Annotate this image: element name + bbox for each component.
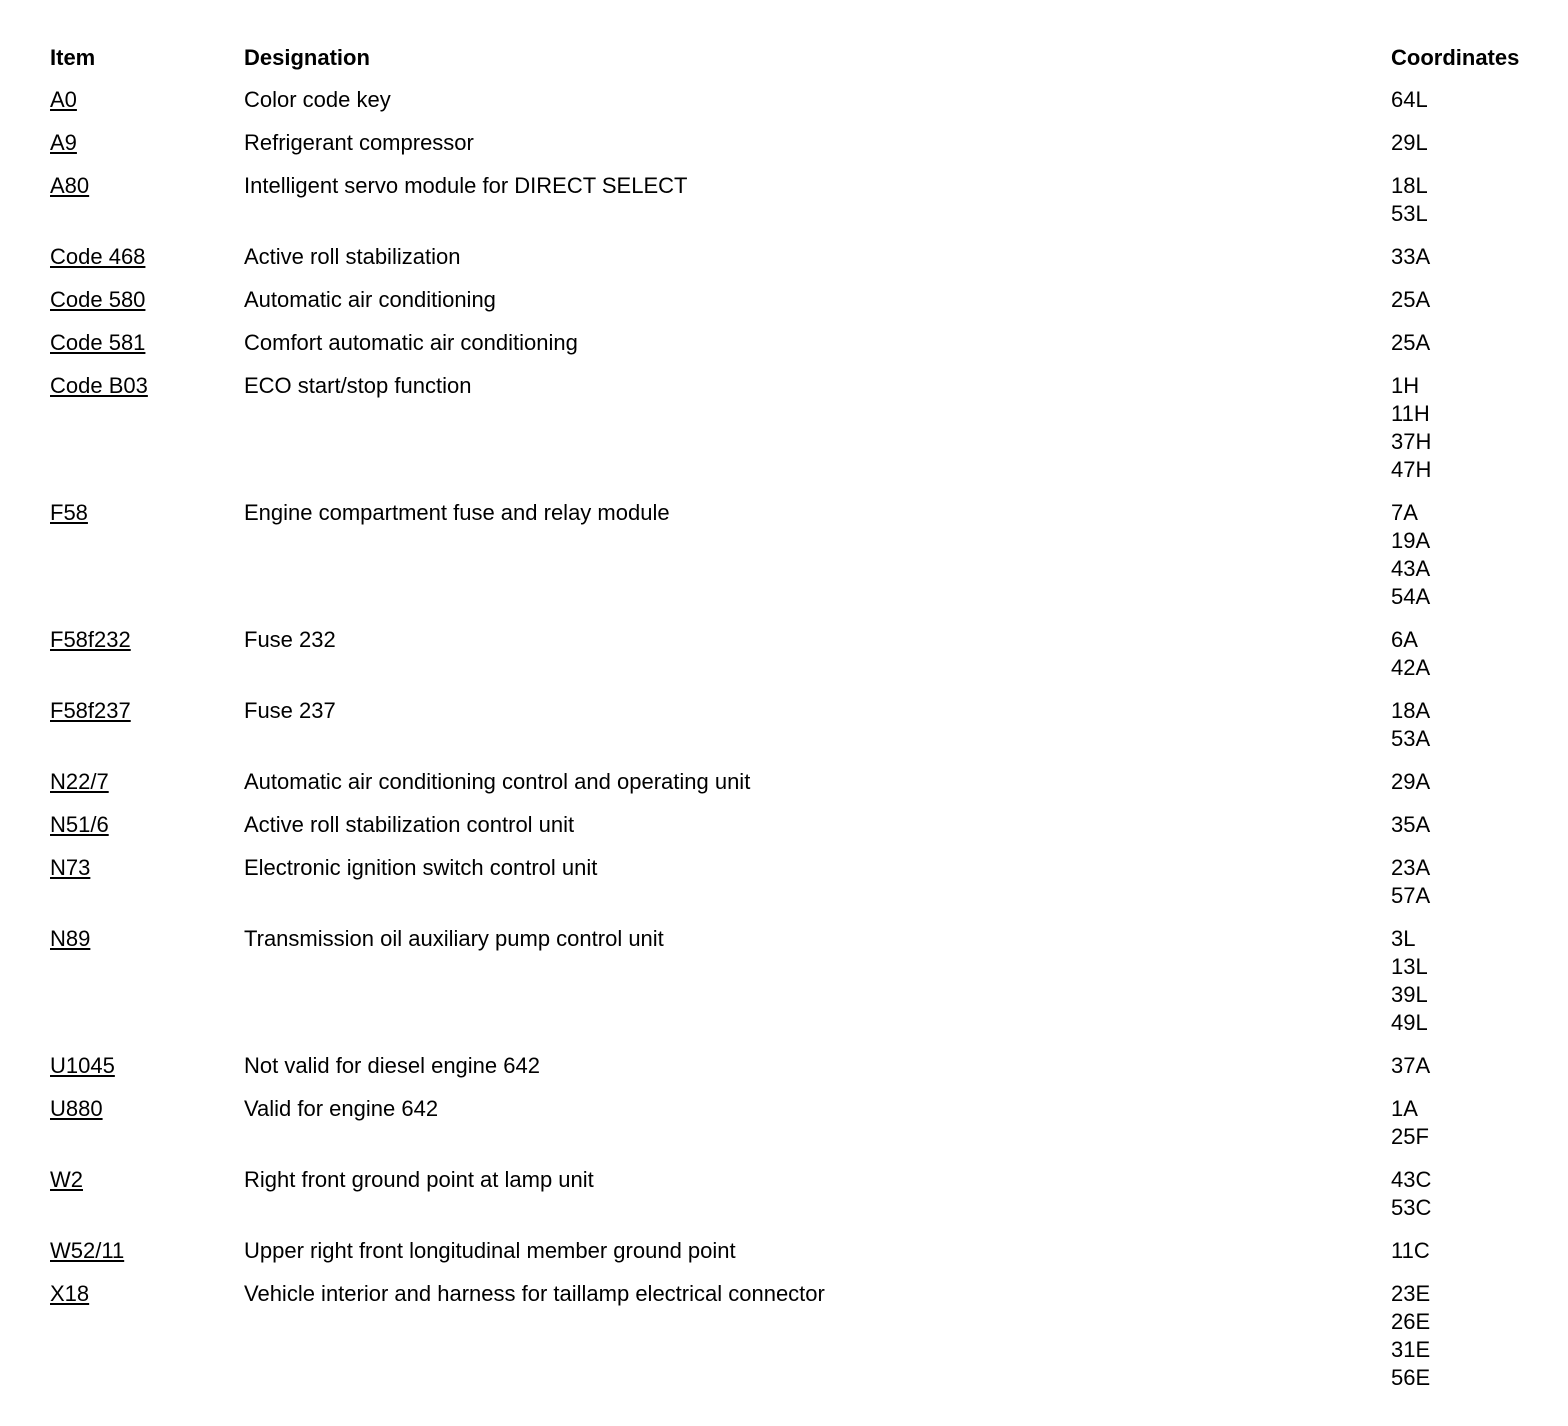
table-row [50, 1095, 1560, 1151]
table-row [50, 372, 1560, 484]
coordinates-cell [1391, 1052, 1430, 1080]
item-link[interactable]: N89 [50, 926, 91, 951]
designation-cell: ECO start/stop function [244, 373, 472, 398]
designation-cell: Electronic ignition switch control unit [244, 855, 598, 880]
coordinates-cell [1391, 286, 1430, 314]
coordinate-value: 11C [1391, 1238, 1430, 1263]
coordinate-value: 39L [1391, 982, 1428, 1007]
coordinates-cell [1391, 626, 1430, 682]
table-row [50, 768, 1560, 796]
table-row [50, 243, 1560, 271]
designation-cell: Refrigerant compressor [244, 130, 474, 155]
coordinate-value: 18A [1391, 698, 1431, 723]
header-designation: Designation [244, 45, 370, 70]
item-cell [50, 1052, 244, 1080]
item-link[interactable]: N51/6 [50, 812, 109, 837]
coordinates-cell [1391, 1166, 1431, 1222]
header-item: Item [50, 45, 96, 70]
table-row [50, 1280, 1560, 1392]
item-cell [50, 811, 244, 839]
item-cell [50, 1280, 244, 1308]
coordinate-value: 29A [1391, 769, 1431, 794]
item-link[interactable]: A80 [50, 173, 90, 198]
designation-cell: Upper right front longitudinal member ground point [244, 1238, 736, 1263]
item-cell [50, 626, 244, 654]
item-link[interactable]: U880 [50, 1096, 103, 1121]
component-legend-table [50, 44, 1560, 1407]
designation-cell: Active roll stabilization [244, 244, 461, 269]
item-link[interactable]: F58f237 [50, 698, 131, 723]
item-link[interactable]: A9 [50, 130, 77, 155]
coordinate-value: 53L [1391, 201, 1428, 226]
item-link[interactable]: F58f232 [50, 627, 131, 652]
item-link[interactable]: X18 [50, 1281, 90, 1306]
item-link[interactable]: W52/11 [50, 1238, 125, 1263]
table-row [50, 129, 1560, 157]
table-row [50, 1237, 1560, 1265]
item-link[interactable]: W2 [50, 1167, 83, 1192]
item-cell [50, 854, 244, 882]
coordinate-value: 29L [1391, 130, 1428, 155]
item-cell [50, 172, 244, 200]
coordinates-cell [1391, 811, 1430, 839]
coordinates-cell [1391, 172, 1428, 228]
designation-cell: Automatic air conditioning [244, 287, 496, 312]
coordinate-value: 57A [1391, 883, 1431, 908]
coordinate-value: 23E [1391, 1281, 1431, 1306]
designation-cell: Valid for engine 642 [244, 1096, 439, 1121]
item-cell [50, 1095, 244, 1123]
table-row [50, 86, 1560, 114]
designation-cell: Automatic air conditioning control and operating unit [244, 769, 751, 794]
coordinates-cell [1391, 854, 1430, 910]
coordinate-value: 1H [1391, 373, 1420, 398]
coordinate-value: 3L [1391, 926, 1416, 951]
table-row [50, 172, 1560, 228]
coordinate-value: 37H [1391, 429, 1432, 454]
table-row [50, 626, 1560, 682]
designation-cell: Vehicle interior and harness for taillamp electrical connector [244, 1281, 825, 1306]
item-cell [50, 243, 244, 271]
item-cell [50, 1166, 244, 1194]
coordinates-cell [1391, 499, 1430, 611]
item-cell [50, 1237, 244, 1265]
coordinate-value: 25A [1391, 330, 1431, 355]
item-link[interactable]: Code 580 [50, 287, 146, 312]
item-link[interactable]: A0 [50, 87, 77, 112]
coordinate-value: 56E [1391, 1365, 1431, 1390]
coordinates-cell [1391, 1095, 1429, 1151]
coordinate-value: 64L [1391, 87, 1428, 112]
coordinate-value: 54A [1391, 584, 1431, 609]
table-header-row [50, 44, 1560, 72]
coordinate-value: 23A [1391, 855, 1431, 880]
designation-cell: Transmission oil auxiliary pump control unit [244, 926, 664, 951]
item-link[interactable]: Code B03 [50, 373, 148, 398]
coordinate-value: 26E [1391, 1309, 1431, 1334]
coordinates-cell [1391, 925, 1428, 1037]
item-cell [50, 372, 244, 400]
coordinate-value: 37A [1391, 1053, 1431, 1078]
item-cell [50, 697, 244, 725]
coordinate-value: 43A [1391, 556, 1431, 581]
table-row [50, 499, 1560, 611]
coordinates-cell [1391, 1237, 1430, 1265]
coordinate-value: 18L [1391, 173, 1428, 198]
designation-cell: Color code key [244, 87, 391, 112]
designation-cell: Right front ground point at lamp unit [244, 1167, 594, 1192]
item-link[interactable]: Code 468 [50, 244, 146, 269]
item-cell [50, 86, 244, 114]
designation-cell: Comfort automatic air conditioning [244, 330, 578, 355]
coordinate-value: 7A [1391, 500, 1418, 525]
item-link[interactable]: U1045 [50, 1053, 115, 1078]
coordinate-value: 6A [1391, 627, 1418, 652]
designation-cell: Fuse 232 [244, 627, 336, 652]
coordinate-value: 43C [1391, 1167, 1432, 1192]
item-link[interactable]: F58 [50, 500, 88, 525]
coordinate-value: 53A [1391, 726, 1431, 751]
table-row [50, 925, 1560, 1037]
table-body [50, 86, 1560, 1392]
designation-cell: Active roll stabilization control unit [244, 812, 575, 837]
coordinate-value: 47H [1391, 457, 1432, 482]
coordinates-cell [1391, 1280, 1430, 1392]
coordinate-value: 53C [1391, 1195, 1432, 1220]
coordinate-value: 42A [1391, 655, 1431, 680]
coordinate-value: 13L [1391, 954, 1428, 979]
coordinate-value: 25F [1391, 1124, 1429, 1149]
table-row [50, 854, 1560, 910]
table-row [50, 1052, 1560, 1080]
designation-cell: Intelligent servo module for DIRECT SELECT [244, 173, 688, 198]
coordinates-cell [1391, 129, 1428, 157]
coordinate-value: 11H [1391, 401, 1430, 426]
table-row [50, 811, 1560, 839]
item-cell [50, 499, 244, 527]
coordinate-value: 35A [1391, 812, 1431, 837]
coordinate-value: 25A [1391, 287, 1431, 312]
coordinates-cell [1391, 329, 1430, 357]
coordinate-value: 33A [1391, 244, 1431, 269]
item-cell [50, 329, 244, 357]
table-row [50, 286, 1560, 314]
designation-cell: Engine compartment fuse and relay module [244, 500, 670, 525]
item-link[interactable]: N73 [50, 855, 91, 880]
coordinates-cell [1391, 697, 1430, 753]
item-cell [50, 925, 244, 953]
designation-cell: Not valid for diesel engine 642 [244, 1053, 540, 1078]
table-row [50, 329, 1560, 357]
header-coordinates: Coordinates [1391, 45, 1520, 70]
coordinate-value: 1A [1391, 1096, 1418, 1121]
coordinates-cell [1391, 372, 1431, 484]
table-row [50, 1166, 1560, 1222]
coordinates-cell [1391, 243, 1430, 271]
coordinate-value: 49L [1391, 1010, 1428, 1035]
item-cell [50, 286, 244, 314]
table-row [50, 697, 1560, 753]
item-link[interactable]: N22/7 [50, 769, 109, 794]
coordinates-cell [1391, 86, 1428, 114]
coordinate-value: 19A [1391, 528, 1431, 553]
item-cell [50, 129, 244, 157]
designation-cell: Fuse 237 [244, 698, 336, 723]
coordinates-cell [1391, 768, 1430, 796]
item-cell [50, 768, 244, 796]
coordinate-value: 31E [1391, 1337, 1431, 1362]
item-link[interactable]: Code 581 [50, 330, 146, 355]
